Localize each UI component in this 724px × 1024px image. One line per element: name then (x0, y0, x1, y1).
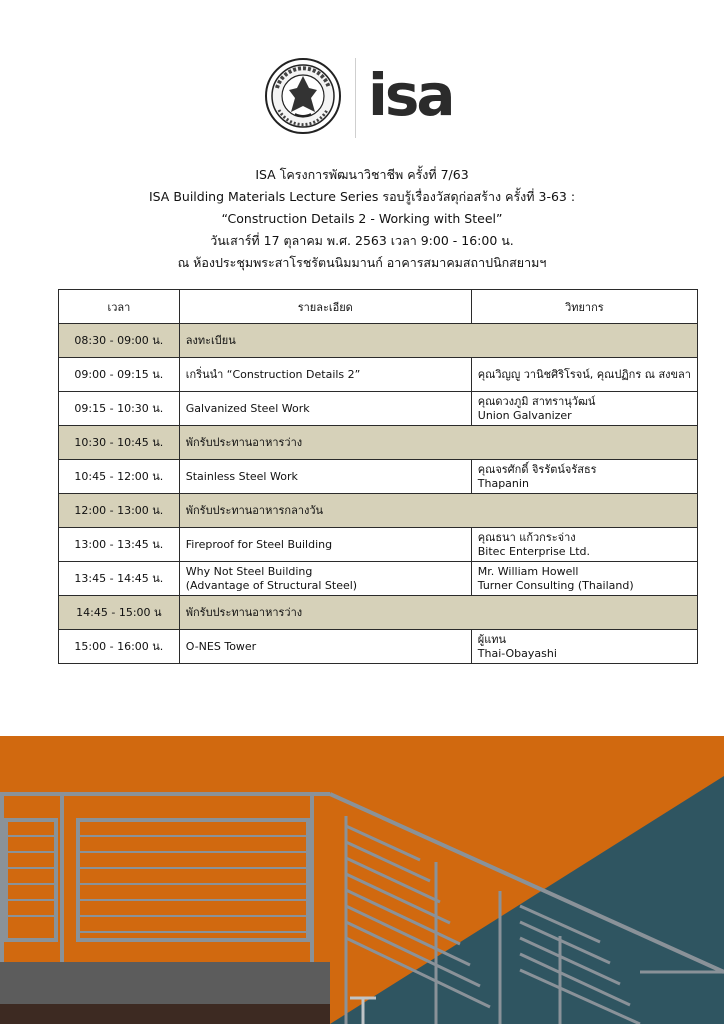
speaker-name: คุณธนา แก้วกระจ่าง (477, 530, 576, 544)
row-detail: พักรับประทานอาหารว่าง (179, 596, 697, 630)
series-title: ISA Building Materials Lecture Series รอบรู้เรื่องวัสดุก่อสร้าง ครั้งที่ 3-63 : (148, 189, 576, 204)
row-time: 13:45 - 14:45 น. (59, 562, 180, 596)
event-header (0, 164, 724, 274)
table-row (59, 460, 698, 494)
program-title: ISA โครงการพัฒนาวิชาชีพ ครั้งที่ 7/63 (255, 167, 469, 182)
speaker-company: Turner Consulting (Thailand) (477, 578, 634, 592)
row-time: 13:00 - 13:45 น. (59, 528, 180, 562)
detail-line: (Advantage of Structural Steel) (185, 578, 358, 592)
isa-logo: isa (368, 61, 453, 129)
speaker-company: Union Galvanizer (477, 408, 572, 422)
row-time: 10:45 - 12:00 น. (59, 460, 180, 494)
logo-divider (355, 58, 356, 138)
speaker-company: Thapanin (477, 476, 529, 490)
schedule-table (58, 289, 698, 664)
row-detail: O-NES Tower (179, 630, 471, 664)
logo-area (0, 56, 724, 146)
table-row (59, 596, 698, 630)
table-row (59, 630, 698, 664)
association-seal-icon (265, 58, 341, 134)
speaker-name: คุณวิญญู วานิชศิริโรจน์, คุณปฏิกร ณ สงขลา (477, 367, 691, 381)
row-speaker (471, 528, 697, 562)
row-time: 12:00 - 13:00 น. (59, 494, 180, 528)
row-time: 14:45 - 15:00 น (59, 596, 180, 630)
speaker-company: Thai-Obayashi (477, 646, 557, 660)
table-row (59, 358, 698, 392)
row-time: 08:30 - 09:00 น. (59, 324, 180, 358)
row-detail: พักรับประทานอาหารกลางวัน (179, 494, 697, 528)
table-row (59, 562, 698, 596)
event-venue: ณ ห้องประชุมพระสาโรชรัตนนิมมานก์ อาคารสมาคมสถาปนิกสยามฯ (177, 255, 547, 270)
row-detail: พักรับประทานอาหารว่าง (179, 426, 697, 460)
speaker-name: ผู้แทน (477, 632, 507, 646)
row-time: 09:15 - 10:30 น. (59, 392, 180, 426)
row-detail: เกริ่นนำ “Construction Details 2” (179, 358, 471, 392)
speaker-name: คุณจรศักดิ์ จิรรัตน์จรัสธร (477, 462, 597, 476)
row-time: 10:30 - 10:45 น. (59, 426, 180, 460)
table-header-row (59, 290, 698, 324)
header-speaker: วิทยากร (471, 290, 697, 324)
event-date: วันเสาร์ที่ 17 ตุลาคม พ.ศ. 2563 เวลา 9:00 - 16:00 น. (210, 233, 514, 248)
steel-railing-illustration (0, 736, 724, 1024)
row-detail: Stainless Steel Work (179, 460, 471, 494)
row-detail: Galvanized Steel Work (179, 392, 471, 426)
table-row (59, 324, 698, 358)
row-detail: ลงทะเบียน (179, 324, 697, 358)
row-time: 09:00 - 09:15 น. (59, 358, 180, 392)
row-detail: Fireproof for Steel Building (179, 528, 471, 562)
table-row (59, 392, 698, 426)
row-speaker (471, 460, 697, 494)
row-speaker (471, 562, 697, 596)
header-time: เวลา (59, 290, 180, 324)
header-detail: รายละเอียด (179, 290, 471, 324)
row-speaker (471, 358, 697, 392)
topic-title: “Construction Details 2 - Working with Steel” (221, 211, 503, 226)
row-detail (179, 562, 471, 596)
table-row (59, 494, 698, 528)
table-row (59, 528, 698, 562)
row-speaker (471, 392, 697, 426)
speaker-name: คุณดวงภูมิ สาทรานุวัฒน์ (477, 394, 596, 408)
speaker-name: Mr. William Howell (477, 564, 579, 578)
table-row (59, 426, 698, 460)
row-speaker (471, 630, 697, 664)
detail-line: Why Not Steel Building (185, 564, 313, 578)
speaker-company: Bitec Enterprise Ltd. (477, 544, 590, 558)
row-time: 15:00 - 16:00 น. (59, 630, 180, 664)
